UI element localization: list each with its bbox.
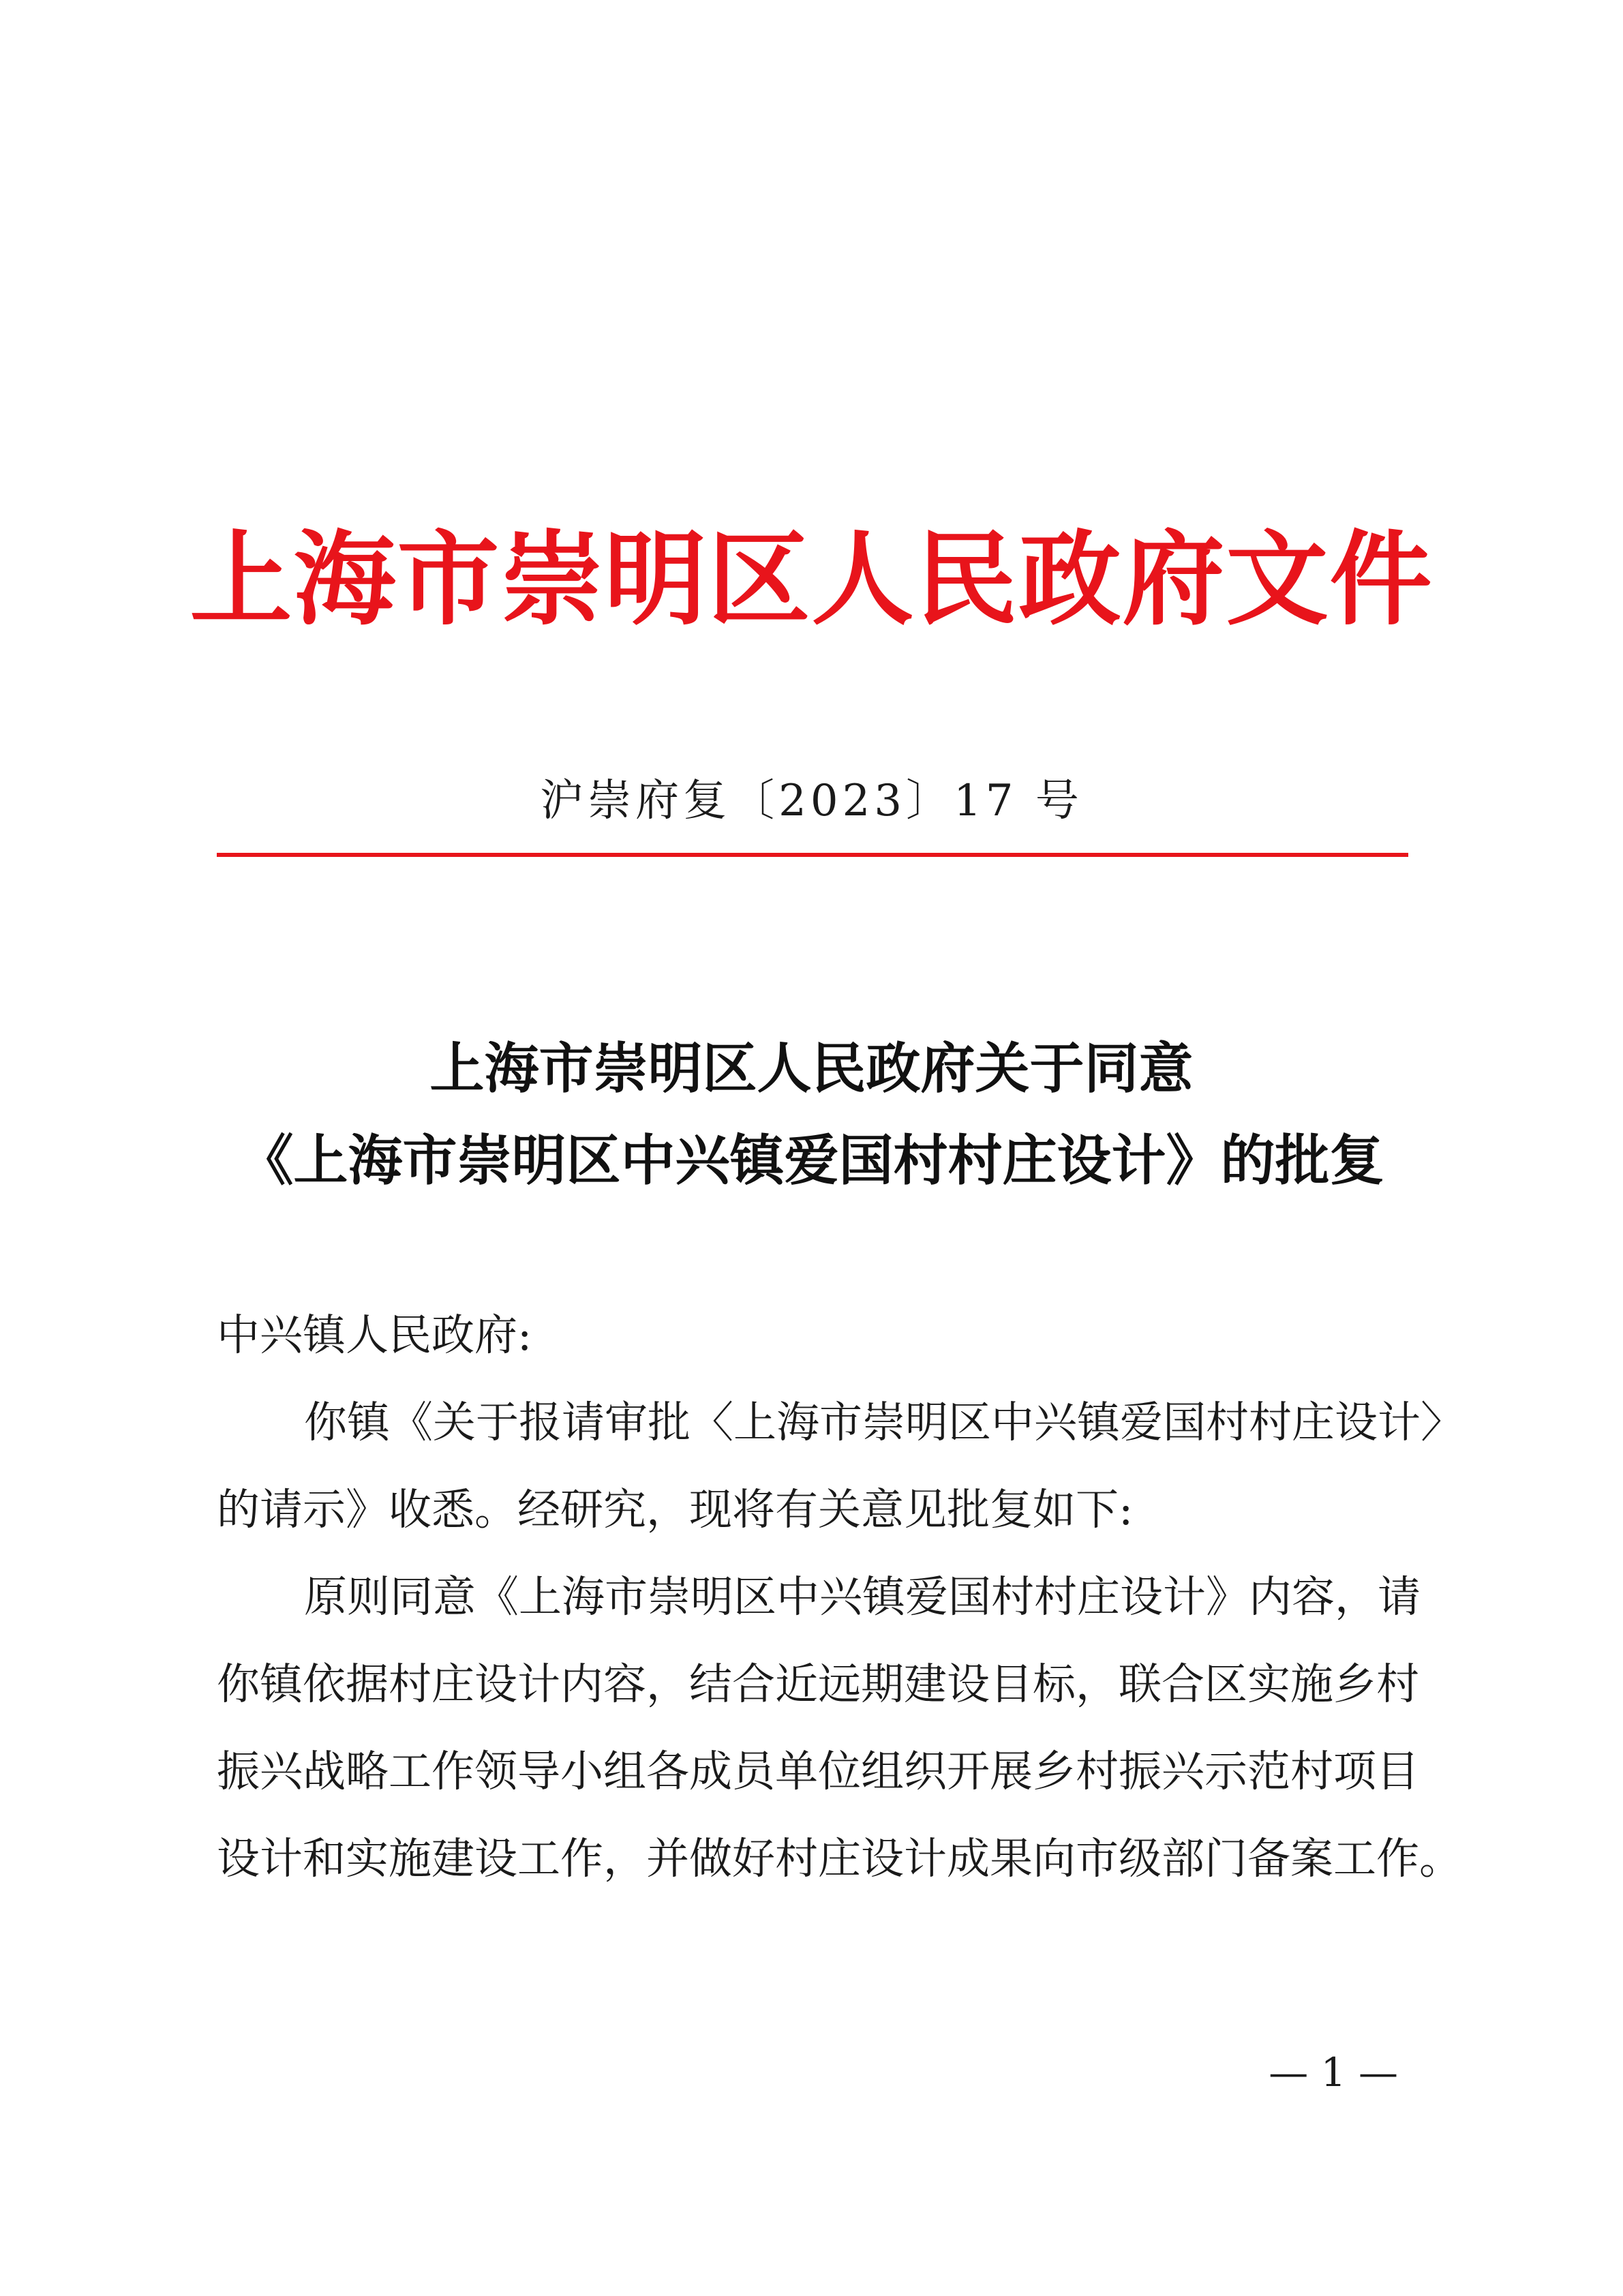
title-line-2: 《上海市崇明区中兴镇爱国村村庄设计》的批复 <box>239 1128 1384 1192</box>
paragraph-1-line-1: 你镇《关于报请审批〈上海市崇明区中兴镇爱国村村庄设计〉 <box>304 1398 1463 1447</box>
page-number: — 1 — <box>1269 2049 1398 2096</box>
paragraph-2-line-1: 原则同意《上海市崇明区中兴镇爱国村村庄设计》内容，请 <box>304 1572 1421 1622</box>
red-divider-rule <box>217 853 1408 857</box>
paragraph-1-line-2: 的请示》收悉。经研究，现将有关意见批复如下: <box>217 1485 1134 1535</box>
document-body <box>217 1292 1463 1903</box>
paragraph-2-line-4: 设计和实施建设工作，并做好村庄设计成果向市级部门备案工作。 <box>217 1834 1462 1884</box>
document-masthead: 上海市崇明区人民政府文件 <box>189 519 1434 639</box>
paragraph-2-line-2: 你镇依据村庄设计内容，结合近远期建设目标，联合区实施乡村 <box>217 1659 1419 1709</box>
salutation: 中兴镇人民政府: <box>217 1310 532 1360</box>
paragraph-2-line-3: 振兴战略工作领导小组各成员单位组织开展乡村振兴示范村项目 <box>217 1747 1419 1796</box>
document-number: 沪崇府复〔2023〕17 号 <box>540 776 1083 826</box>
document-title <box>0 1023 1623 1207</box>
title-line-1: 上海市崇明区人民政府关于同意 <box>429 1036 1194 1100</box>
